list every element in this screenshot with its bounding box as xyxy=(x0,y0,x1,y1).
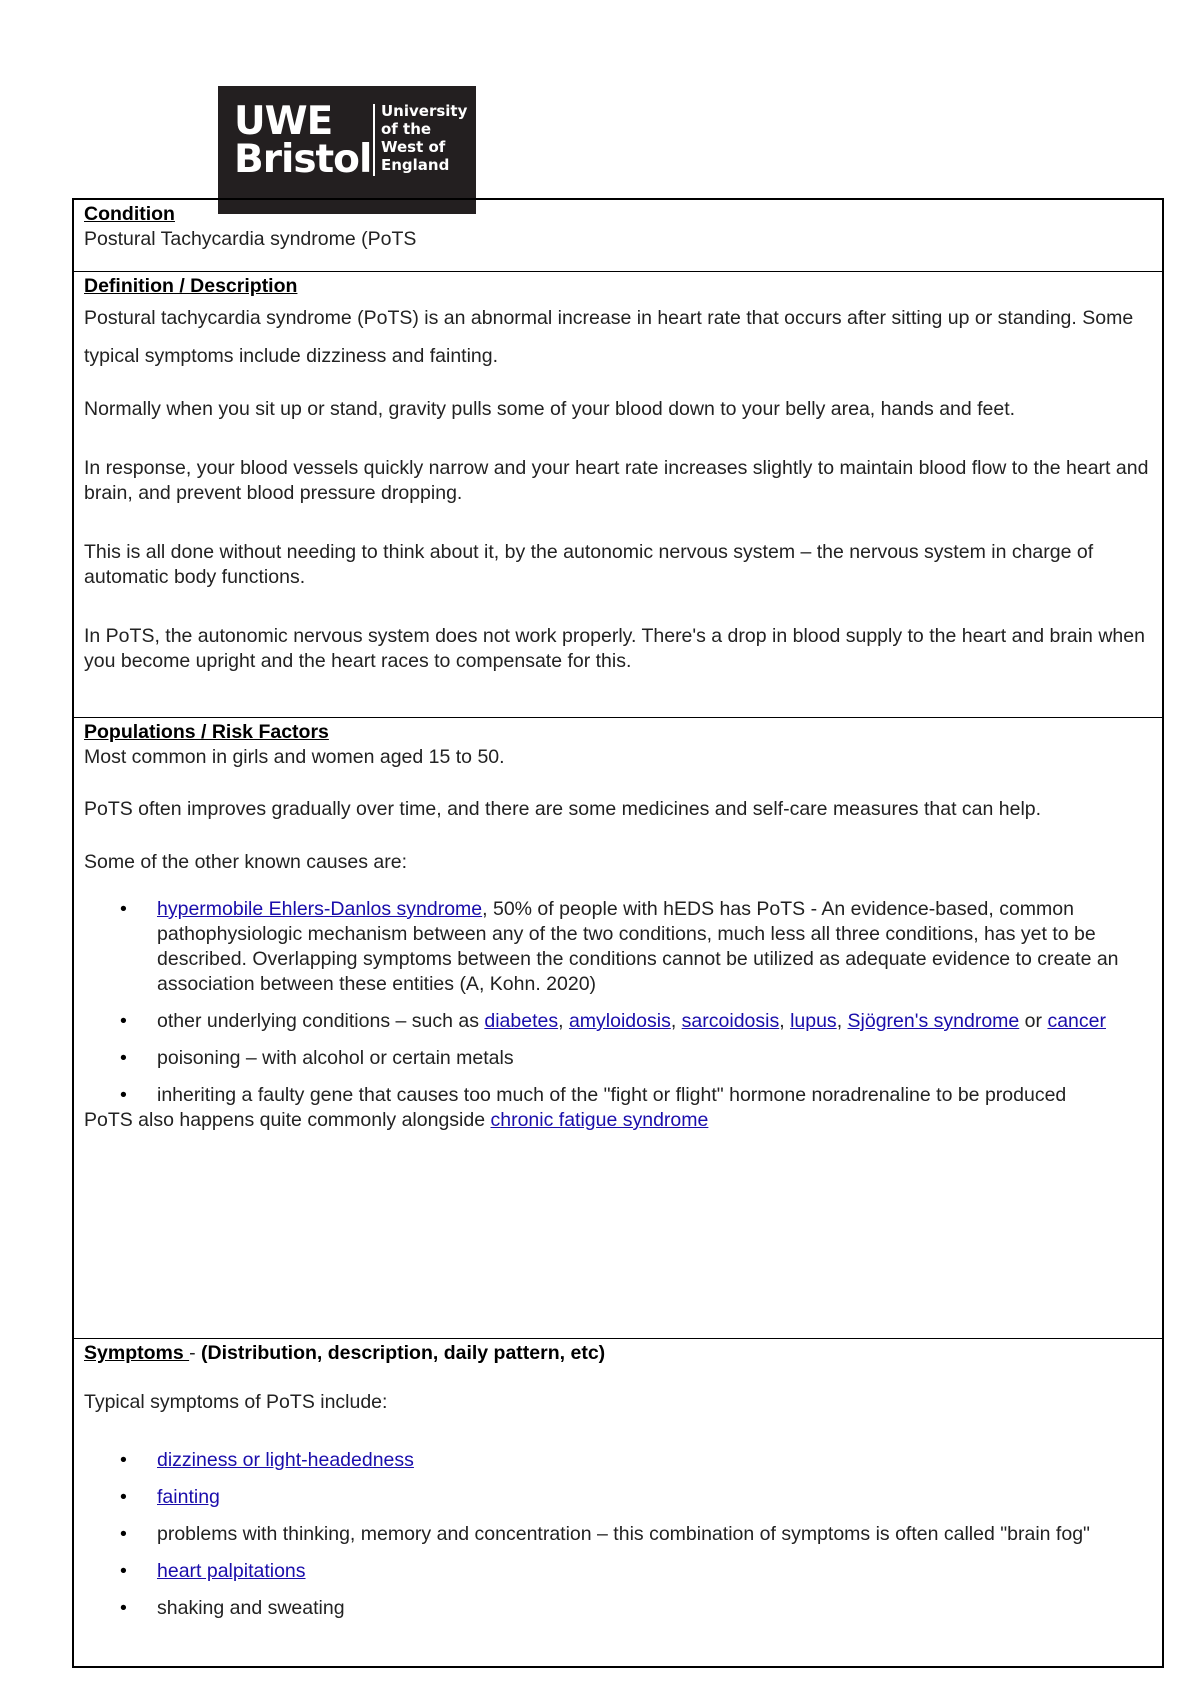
separator: or xyxy=(1019,1010,1048,1032)
condition-heading: Condition xyxy=(84,203,175,225)
symptoms-subheading: (Distribution, description, daily pattern, etc) xyxy=(201,1342,606,1364)
paragraph-text: PoTS also happens quite commonly alongside xyxy=(84,1109,491,1131)
logo-small-line: of the xyxy=(381,120,432,138)
populations-cell xyxy=(74,717,1162,1338)
populations-paragraph: PoTS often improves gradually over time, and there are some medicines and self-care measures that can help. xyxy=(84,798,1042,820)
list-item: • poisoning – with alcohol or certain metals xyxy=(84,1046,1152,1071)
populations-heading: Populations / Risk Factors xyxy=(84,721,329,743)
list-item: • inheriting a faulty gene that causes too much of the "fight or flight" hormone noradrenaline to be produced xyxy=(84,1083,1152,1108)
link-hypermobile-eds[interactable]: hypermobile Ehlers-Danlos syndrome xyxy=(157,898,483,920)
symptoms-cell xyxy=(74,1338,1162,1666)
logo-wordmark-line2: Bristol xyxy=(234,137,372,182)
symptom-list-item xyxy=(84,1485,1152,1510)
definition-heading: Definition / Description xyxy=(84,275,298,297)
symptoms-intro: Typical symptoms of PoTS include: xyxy=(84,1391,388,1413)
separator: - xyxy=(189,1342,202,1364)
causes-list xyxy=(84,897,1152,1108)
populations-paragraph xyxy=(84,1108,1152,1133)
definition-paragraph: This is all done without needing to think about it, by the autonomic nervous system – the nervous system in charge of automatic body functions. xyxy=(84,541,1094,588)
list-item-text: other underlying conditions – such as xyxy=(157,1010,485,1032)
logo-divider xyxy=(373,104,375,176)
link-sarcoidosis[interactable]: sarcoidosis xyxy=(681,1010,780,1032)
link-diabetes[interactable]: diabetes xyxy=(484,1010,559,1032)
link-lupus[interactable]: lupus xyxy=(790,1010,837,1032)
symptoms-heading-row xyxy=(84,1341,1152,1366)
symptom-link[interactable]: heart palpitations xyxy=(157,1560,306,1582)
symptom-list-item xyxy=(84,1559,1152,1584)
symptom-link[interactable]: fainting xyxy=(157,1486,220,1508)
logo-wordmark-line1: UWE xyxy=(234,99,333,144)
link-amyloidosis[interactable]: amyloidosis xyxy=(568,1010,671,1032)
link-cancer[interactable]: cancer xyxy=(1047,1010,1106,1032)
separator: , xyxy=(670,1010,682,1032)
definition-cell xyxy=(74,271,1162,717)
condition-value: Postural Tachycardia syndrome (PoTS xyxy=(84,228,417,250)
symptom-list-item xyxy=(84,1448,1152,1473)
symptom-list-item: • problems with thinking, memory and concentration – this combination of symptoms is often called "brain fog" xyxy=(84,1522,1152,1547)
logo-small-line: England xyxy=(381,156,450,174)
definition-paragraph: In PoTS, the autonomic nervous system does not work properly. There's a drop in blood supply to the heart and brain when you become upright and the heart races to compensate for this. xyxy=(84,625,1145,672)
list-item xyxy=(84,1009,1152,1034)
logo-small-line: University xyxy=(381,102,468,120)
populations-paragraph: Some of the other known causes are: xyxy=(84,851,408,873)
list-item xyxy=(84,897,1152,997)
symptom-link[interactable]: dizziness or light-headedness xyxy=(157,1449,414,1471)
uwe-bristol-logo xyxy=(218,86,476,214)
symptoms-heading: Symptoms xyxy=(84,1342,190,1364)
definition-paragraph: In response, your blood vessels quickly narrow and your heart rate increases slightly to maintain blood flow to the heart and brain, and prevent blood pressure dropping. xyxy=(84,457,1149,504)
symptoms-list xyxy=(84,1448,1152,1621)
separator: , xyxy=(558,1010,569,1032)
condition-cell xyxy=(74,200,1162,271)
separator: , xyxy=(836,1010,848,1032)
link-chronic-fatigue-syndrome[interactable]: chronic fatigue syndrome xyxy=(490,1109,709,1131)
symptom-list-item: • shaking and sweating xyxy=(84,1596,1152,1621)
separator: , xyxy=(779,1010,791,1032)
condition-table xyxy=(72,198,1164,1668)
definition-paragraph: Postural tachycardia syndrome (PoTS) is an abnormal increase in heart rate that occurs after sitting up or standing. Some typical symptoms include dizziness and fainting. xyxy=(84,307,1134,367)
link-sjogrens-syndrome[interactable]: Sjögren's syndrome xyxy=(847,1010,1020,1032)
logo-university-name xyxy=(381,102,467,174)
definition-paragraph: Normally when you sit up or stand, gravity pulls some of your blood down to your belly area, hands and feet. xyxy=(84,398,1016,420)
populations-paragraph: Most common in girls and women aged 15 to 50. xyxy=(84,746,505,768)
logo-small-line: West of xyxy=(381,138,446,156)
list-item-text: , 50% of people with hEDS has PoTS - An evidence-based, common pathophysiologic mechanism between any of the two conditions, much less all three conditions, has yet to be described. Overlapping symptoms between the conditions cannot be utilized as adequate evidence to create an association between these entities (A, Kohn. 2020) xyxy=(157,898,1119,995)
